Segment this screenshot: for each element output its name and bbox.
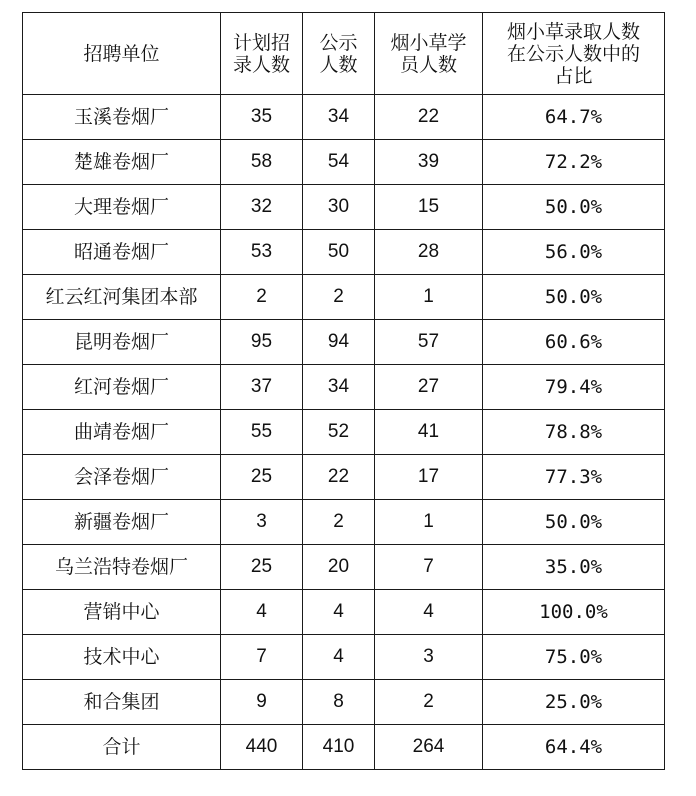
recruitment-table — [22, 12, 665, 770]
cell-public: 34 — [303, 365, 375, 410]
cell-ratio: 72.2% — [483, 140, 665, 185]
total-ratio: 64.4% — [483, 725, 665, 770]
table-row — [23, 365, 665, 410]
total-row — [23, 725, 665, 770]
cell-students: 3 — [375, 635, 483, 680]
cell-students: 57 — [375, 320, 483, 365]
table-row — [23, 410, 665, 455]
cell-plan: 95 — [221, 320, 303, 365]
cell-plan: 37 — [221, 365, 303, 410]
cell-ratio: 77.3% — [483, 455, 665, 500]
cell-students: 2 — [375, 680, 483, 725]
cell-students: 41 — [375, 410, 483, 455]
cell-public: 54 — [303, 140, 375, 185]
cell-students: 17 — [375, 455, 483, 500]
cell-public: 50 — [303, 230, 375, 275]
cell-plan: 58 — [221, 140, 303, 185]
cell-plan: 53 — [221, 230, 303, 275]
cell-ratio: 25.0% — [483, 680, 665, 725]
header-ratio — [483, 13, 665, 95]
header-plan — [221, 13, 303, 95]
header-students — [375, 13, 483, 95]
table-row — [23, 500, 665, 545]
cell-students: 1 — [375, 275, 483, 320]
cell-public: 4 — [303, 590, 375, 635]
cell-public: 2 — [303, 500, 375, 545]
cell-students: 15 — [375, 185, 483, 230]
cell-ratio: 35.0% — [483, 545, 665, 590]
header-students-line-1: 烟小草学 — [390, 31, 467, 54]
table-body — [23, 95, 665, 770]
cell-plan: 25 — [221, 455, 303, 500]
cell-unit: 红云红河集团本部 — [23, 275, 221, 320]
total-label: 合计 — [23, 725, 221, 770]
cell-plan: 2 — [221, 275, 303, 320]
cell-plan: 55 — [221, 410, 303, 455]
cell-students: 28 — [375, 230, 483, 275]
header-ratio-line-1: 烟小草录取人数 — [506, 20, 640, 43]
table-row — [23, 680, 665, 725]
cell-unit: 会泽卷烟厂 — [23, 455, 221, 500]
total-public: 410 — [303, 725, 375, 770]
cell-unit: 曲靖卷烟厂 — [23, 410, 221, 455]
header-ratio-line-2: 在公示人数中的 — [506, 42, 640, 65]
cell-students: 22 — [375, 95, 483, 140]
cell-students: 7 — [375, 545, 483, 590]
cell-unit: 新疆卷烟厂 — [23, 500, 221, 545]
cell-plan: 35 — [221, 95, 303, 140]
header-ratio-line-3: 占比 — [554, 64, 593, 87]
cell-ratio: 64.7% — [483, 95, 665, 140]
cell-public: 94 — [303, 320, 375, 365]
header-public-line-2: 人数 — [319, 53, 358, 76]
cell-ratio: 60.6% — [483, 320, 665, 365]
cell-students: 4 — [375, 590, 483, 635]
cell-ratio: 50.0% — [483, 275, 665, 320]
cell-ratio: 50.0% — [483, 185, 665, 230]
cell-public: 30 — [303, 185, 375, 230]
cell-plan: 4 — [221, 590, 303, 635]
cell-students: 39 — [375, 140, 483, 185]
cell-public: 8 — [303, 680, 375, 725]
cell-unit: 昭通卷烟厂 — [23, 230, 221, 275]
table-row — [23, 320, 665, 365]
table-row — [23, 185, 665, 230]
table-row — [23, 275, 665, 320]
table-row — [23, 455, 665, 500]
cell-unit: 技术中心 — [23, 635, 221, 680]
table-row — [23, 545, 665, 590]
cell-unit: 昆明卷烟厂 — [23, 320, 221, 365]
cell-unit: 和合集团 — [23, 680, 221, 725]
cell-students: 27 — [375, 365, 483, 410]
cell-public: 22 — [303, 455, 375, 500]
cell-students: 1 — [375, 500, 483, 545]
cell-public: 20 — [303, 545, 375, 590]
total-students: 264 — [375, 725, 483, 770]
table-row — [23, 230, 665, 275]
cell-public: 2 — [303, 275, 375, 320]
cell-plan: 32 — [221, 185, 303, 230]
table-row — [23, 635, 665, 680]
header-students-line-2: 员人数 — [399, 53, 457, 76]
header-public-line-1: 公示 — [319, 31, 358, 54]
table-header — [23, 13, 665, 95]
cell-public: 52 — [303, 410, 375, 455]
cell-unit: 大理卷烟厂 — [23, 185, 221, 230]
cell-ratio: 79.4% — [483, 365, 665, 410]
cell-ratio: 100.0% — [483, 590, 665, 635]
cell-plan: 9 — [221, 680, 303, 725]
cell-public: 4 — [303, 635, 375, 680]
cell-unit: 玉溪卷烟厂 — [23, 95, 221, 140]
table-row — [23, 95, 665, 140]
cell-ratio: 78.8% — [483, 410, 665, 455]
total-plan: 440 — [221, 725, 303, 770]
cell-plan: 7 — [221, 635, 303, 680]
table-row — [23, 590, 665, 635]
cell-plan: 3 — [221, 500, 303, 545]
cell-unit: 营销中心 — [23, 590, 221, 635]
cell-ratio: 56.0% — [483, 230, 665, 275]
table-row — [23, 140, 665, 185]
cell-unit: 红河卷烟厂 — [23, 365, 221, 410]
header-unit: 招聘单位 — [23, 13, 221, 95]
cell-unit: 乌兰浩特卷烟厂 — [23, 545, 221, 590]
header-row — [23, 13, 665, 95]
header-plan-line-2: 录人数 — [232, 53, 290, 76]
header-public — [303, 13, 375, 95]
cell-ratio: 75.0% — [483, 635, 665, 680]
cell-public: 34 — [303, 95, 375, 140]
cell-ratio: 50.0% — [483, 500, 665, 545]
cell-plan: 25 — [221, 545, 303, 590]
header-plan-line-1: 计划招 — [232, 31, 290, 54]
cell-unit: 楚雄卷烟厂 — [23, 140, 221, 185]
